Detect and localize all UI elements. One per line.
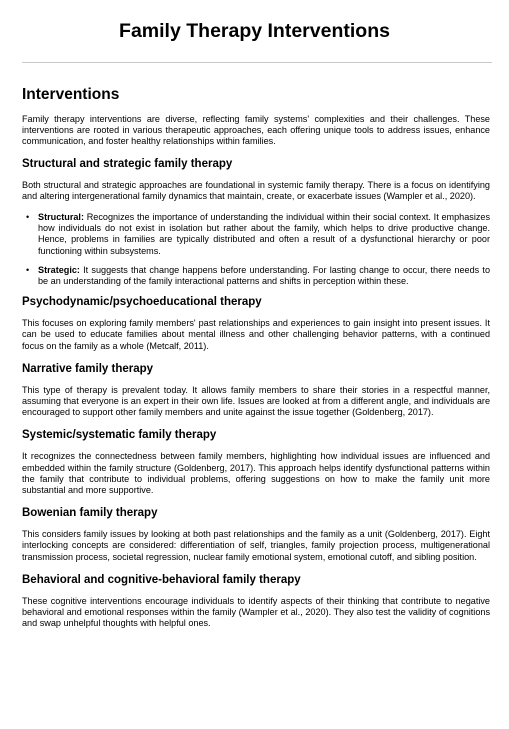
document-title: Family Therapy Interventions — [119, 20, 390, 42]
subsection-paragraph: This focuses on exploring family members' past relationships and experiences to gain insight into present issues. It can be used to educate families about mental illness and other challenging behavior patterns, with a continued focus on the family as a whole (Metcalf, 2011). — [22, 318, 490, 351]
subsection-paragraph: It recognizes the connectedness between family members, highlighting how individual issues are influenced and embedded within the family structure (Goldenberg, 2017). This approach helps identify dysfunctional patterns within the family that contribute to individual problems, offering suggestions on how to make the family unit more substantial and more supportive. — [22, 451, 490, 496]
subsection-heading: Structural and strategic family therapy — [22, 157, 233, 170]
section-narrative — [22, 362, 490, 419]
bullet-term: Strategic: — [38, 264, 80, 275]
section-systemic — [22, 428, 490, 496]
title-divider — [22, 62, 492, 63]
bullet-text: It suggests that change happens before understanding. For lasting change to occur, there needs to be an understanding of the family interactional patterns and shifts in perception within these. — [38, 264, 490, 287]
subsection-heading: Behavioral and cognitive-behavioral family therapy — [22, 573, 301, 586]
bullet-term: Structural: — [38, 212, 84, 223]
list-item — [26, 212, 490, 257]
subsection-heading: Bowenian family therapy — [22, 507, 158, 520]
bullet-list — [22, 212, 490, 287]
section-heading-interventions: Interventions — [22, 86, 120, 103]
subsection-heading: Psychodynamic/psychoeducational therapy — [22, 296, 262, 309]
subsection-paragraph: Both structural and strategic approaches are foundational in systemic family therapy. There is a focus on identifying and altering intergenerational family dynamics that maintain, create, or exacerbate issues (Wampler et al., 2020). — [22, 179, 490, 201]
bullet-icon: • — [26, 264, 30, 275]
section-psychodynamic — [22, 295, 490, 352]
list-item — [26, 264, 490, 287]
bullet-icon: • — [26, 212, 30, 223]
bullet-text: Recognizes the importance of understanding the individual within their social context. It emphasizes how individuals do not exist in isolation but rather about the family, which helps to drive productive change. Hence, problems in families are typically distributed and often a result of a dysfunctional hierarchy or poor functioning within subsystems. — [38, 212, 490, 256]
subsection-heading: Narrative family therapy — [22, 362, 154, 375]
intro-paragraph: Family therapy interventions are diverse, reflecting family systems' complexities and their challenges. These interventions are rooted in various therapeutic approaches, each offering unique tools to address issues, enhance communication, and foster healthy relationships within families. — [22, 114, 490, 147]
subsection-paragraph: These cognitive interventions encourage individuals to identify aspects of their thinking that contribute to negative behavioral and emotional responses within the family (Wampler et al., 2020). They also test the validity of cognitions and swap unhelpful thoughts with helpful ones. — [22, 595, 490, 629]
subsection-paragraph: This considers family issues by looking at both past relationships and the family as a unit (Goldenberg, 2017). Eight interlocking concepts are considered: differentiation of self, triangles, family projection process, multigenerational transmission process, societal regression, nuclear family emotional system, emotional cutoff, and sibling position. — [22, 529, 490, 562]
subsection-paragraph: This type of therapy is prevalent today. It allows family members to share their stories in a respectful manner, assuming that everyone is an expert in their own life. Issues are looked at from a different angle, and individuals are encouraged to support other family members and unite against the issue together (Goldenberg, 2017). — [22, 384, 490, 418]
document-body — [22, 85, 490, 639]
subsection-heading: Systemic/systematic family therapy — [22, 429, 217, 442]
section-bowenian — [22, 506, 490, 563]
section-structural-strategic — [22, 157, 490, 288]
section-behavioral — [22, 573, 490, 630]
